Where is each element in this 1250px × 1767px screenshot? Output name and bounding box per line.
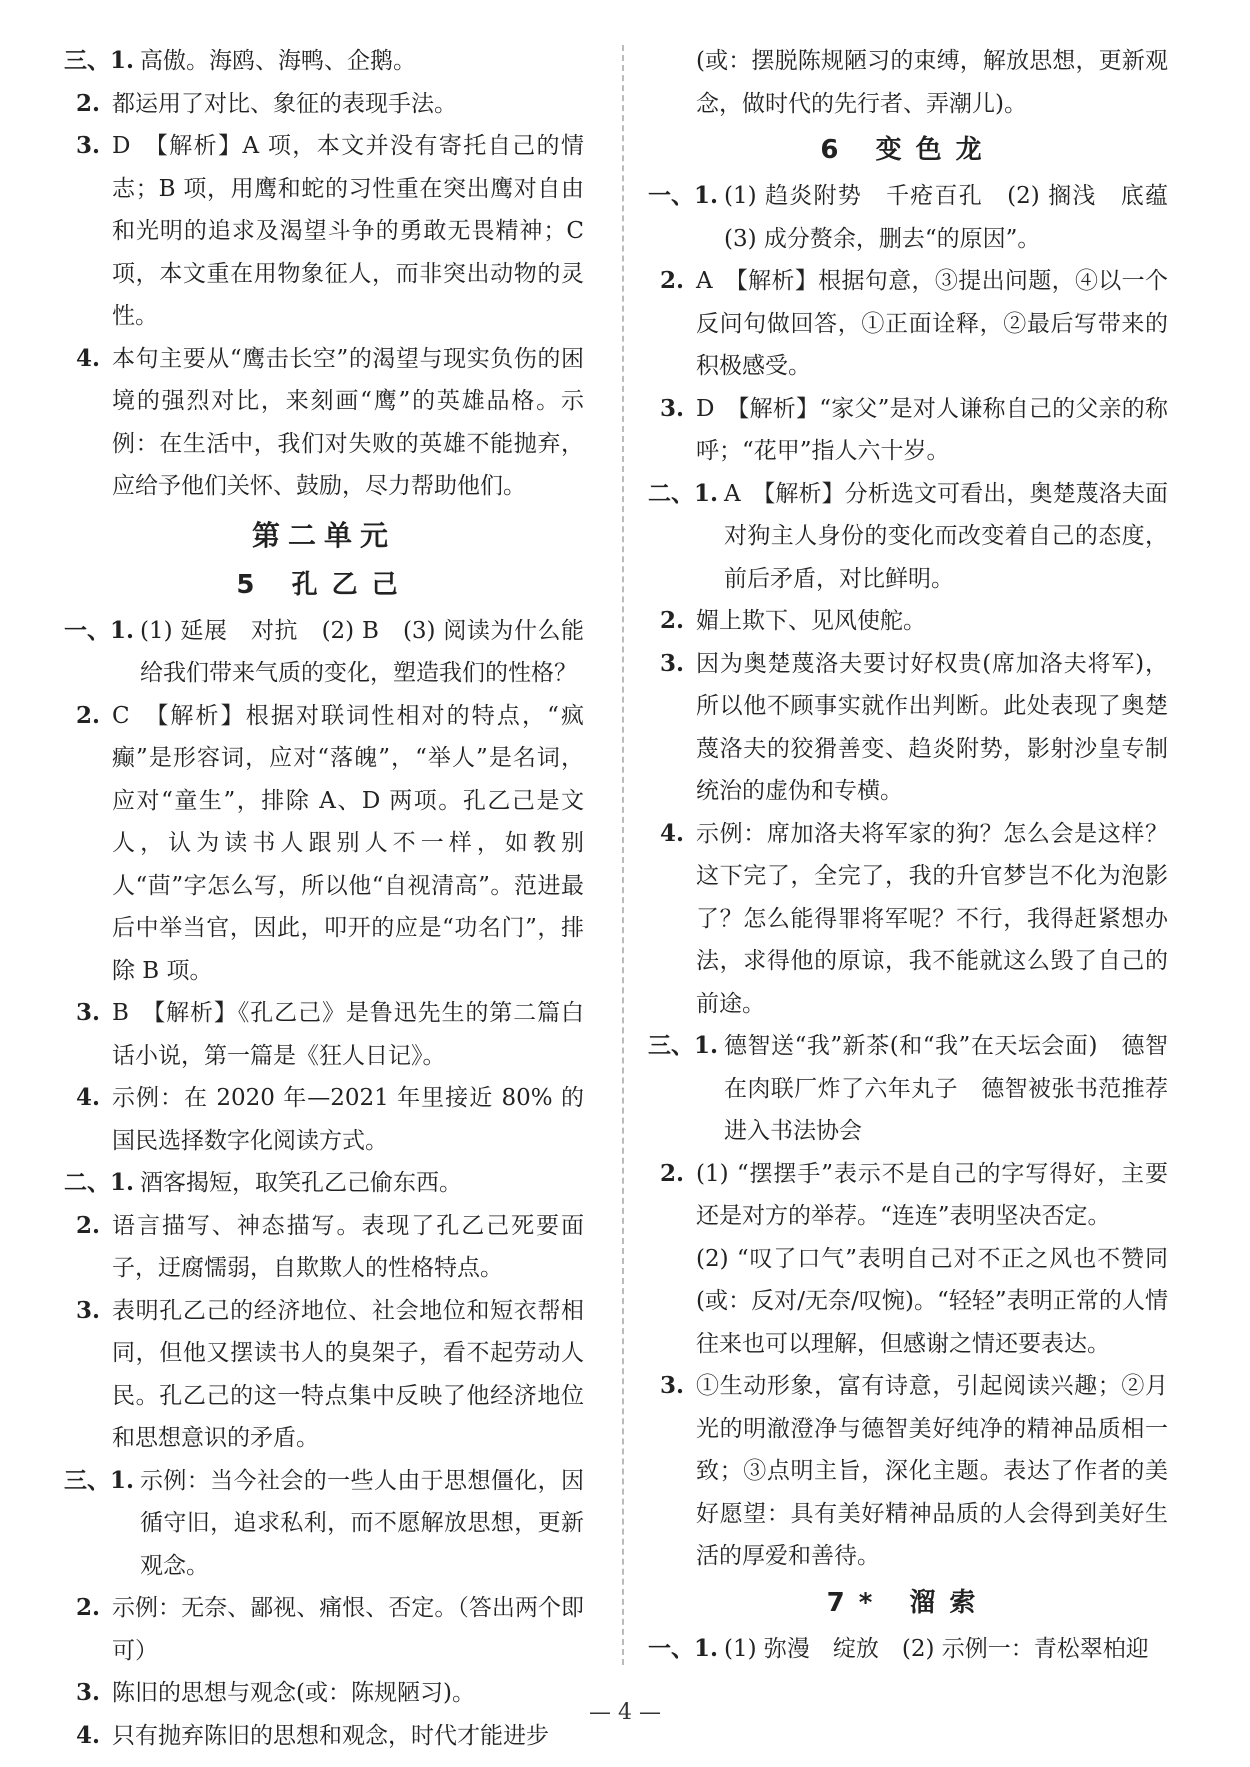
answer-text: 酒客揭短，取笑孔乙己偷东西。: [140, 1170, 462, 1196]
question-number: 4.: [76, 1721, 101, 1749]
answer-text: 表明孔乙己的经济地位、社会地位和短衣帮相同，但他又摆读书人的臭架子，看不起劳动人民。孔乙己的这一特点集中反映了他经济地位和思想意识的矛盾。: [112, 1297, 584, 1451]
question-number: 二、1.: [64, 1169, 135, 1196]
answer-item: [648, 1628, 1168, 1671]
question-number: 3.: [76, 1679, 101, 1706]
answer-item: [648, 175, 1191, 260]
answer-item: [64, 1077, 584, 1162]
answer-text: ①生动形象，富有诗意，引起阅读兴趣；②月光的明澈澄净与德智美好纯净的精神品质相一致；③点明主旨，深化主题。表达了作者的美好愿望：具有美好精神品质的人会得到美好生活的厚爱和善待。: [696, 1373, 1168, 1569]
question-number: 三、1.: [64, 1466, 135, 1494]
answer-text: D 【解析】A 项，本文并没有寄托自己的情志；B 项，用鹰和蛇的习性重在突出鹰对自由和光明的追求及渴望斗争的勇敢无畏精神；C 项，本文重在用物象征人，而非突出动物的灵性。: [112, 133, 584, 329]
column-divider: [622, 45, 624, 1665]
answer-item: [648, 1025, 1168, 1153]
question-number: 二、1.: [648, 479, 719, 507]
right-column: [648, 40, 1191, 1670]
question-number: 4.: [76, 344, 101, 372]
question-number: 3.: [76, 999, 101, 1026]
answer-item: [648, 388, 1168, 473]
answer-item: [64, 40, 584, 83]
answer-item: [64, 1205, 584, 1290]
answer-text: A 【解析】根据句意，③提出问题，④以一个反问句做回答，①正面诠释，②最后写带来的积极感受。: [696, 268, 1168, 379]
answer-text: (1) 趋炎附势 千疮百孔 (2) 搁浅 底蕴 (3) 成分赘余，删去“的原因”。: [724, 183, 1191, 252]
question-number: 2.: [660, 607, 685, 634]
answer-text: (2) “叹了口气”表明自己对不正之风也不赞同(或：反对/无奈/叹惋)。“轻轻”表明正常的人情往来也可以理解，但感谢之情还要表达。: [696, 1245, 1168, 1357]
question-number: 3.: [76, 1296, 101, 1324]
answer-item: [64, 610, 584, 695]
answer-item: [648, 1153, 1168, 1238]
question-number: 3.: [660, 394, 685, 422]
answer-item: [64, 992, 584, 1077]
question-number: 2.: [76, 1211, 101, 1239]
answer-item: [64, 338, 584, 508]
answer-text: 陈旧的思想与观念(或：陈规陋习)。: [112, 1680, 475, 1706]
answer-text: 都运用了对比、象征的表现手法。: [112, 90, 457, 117]
question-number: 4.: [660, 819, 685, 847]
lesson-heading: 7* 溜索: [826, 1587, 990, 1618]
question-number: 2.: [76, 89, 101, 117]
question-number: 2.: [76, 701, 101, 729]
answer-text: 示例：无奈、鄙视、痛恨、否定。（答出两个即可）: [112, 1595, 584, 1664]
answer-text: (1) “摆摆手”表示不是自己的字写得好，主要还是对方的举荐。“连连”表明坚决否定。: [696, 1160, 1168, 1229]
lesson-heading: 5 孔乙己: [236, 569, 412, 600]
question-number: 2.: [76, 1594, 101, 1621]
answer-text: (1) 弥漫 绽放 (2) 示例一：青松翠柏迎: [724, 1635, 1149, 1662]
question-number: 3.: [660, 649, 685, 677]
answer-text: B 【解析】《孔乙己》是鲁迅先生的第二篇白话小说，第一篇是《狂人日记》。: [112, 1000, 584, 1069]
question-number: 三、1.: [648, 1032, 719, 1059]
answer-item: [648, 643, 1168, 813]
answer-item: [64, 1290, 584, 1460]
answer-continuation: [648, 40, 1168, 125]
answer-item: [648, 600, 1168, 643]
answer-item: [64, 125, 584, 338]
answer-item: [64, 83, 584, 126]
lesson-heading: 6 变色龙: [820, 135, 996, 165]
answer-item: [64, 1587, 584, 1672]
question-number: 3.: [76, 132, 101, 159]
answer-text: (1) 延展 对抗 (2) B (3) 阅读为什么能给我们带来气质的变化，塑造我们的性格？: [140, 617, 584, 686]
question-number: 一、1.: [648, 1634, 719, 1662]
answer-item: [648, 1365, 1168, 1578]
unit-heading: 第二单元: [251, 518, 396, 552]
answer-text: D 【解析】“家父”是对人谦称自己的父亲的称呼；“花甲”指人六十岁。: [696, 395, 1168, 464]
answer-text: 德智送“我”新茶(和“我”在天坛会面) 德智在肉联厂炸了六年丸子 德智被张书范推荐进入书法协会: [724, 1033, 1168, 1144]
answer-text: 媚上欺下、见风使舵。: [696, 608, 926, 634]
answer-item: [64, 1460, 584, 1588]
question-number: 2.: [660, 267, 685, 294]
answer-text: 只有抛弃陈旧的思想和观念，时代才能进步: [112, 1722, 549, 1749]
answer-text: 本句主要从“鹰击长空”的渴望与现实负伤的困境的强烈对比，来刻画“鹰”的英雄品格。示例：在生活中，我们对失败的英雄不能抛弃，应给予他们关怀、鼓励，尽力帮助他们。: [112, 345, 584, 499]
answer-continuation: [648, 1238, 1168, 1366]
question-number: 2.: [660, 1159, 685, 1187]
question-number: 4.: [76, 1084, 101, 1111]
question-number: 一、1.: [64, 616, 135, 644]
left-column: [64, 40, 584, 1757]
question-number: 一、1.: [648, 182, 719, 209]
answer-text: C 【解析】根据对联词性相对的特点，“疯癫”是形容词，应对“落魄”，“举人”是名词，应对“童生”，排除 A、D 两项。孔乙己是文人，认为读书人跟别人不一样，如教别人“茴”字怎么写，所以他“自视清高”。范进最后中举当官，因此，叩开的应是“功名门”，排除 B 项。: [112, 702, 584, 984]
answer-text: A 【解析】分析选文可看出，奥楚蔑洛夫面对狗主人身份的变化而改变着自己的态度，前后矛盾，对比鲜明。: [724, 480, 1168, 592]
page-number: — 4 —: [589, 1700, 661, 1725]
answer-text: 高傲。海鸥、海鸭、企鹅。: [140, 48, 416, 74]
answer-text: 示例：当今社会的一些人由于思想僵化，因循守旧，追求私利，而不愿解放思想，更新观念。: [140, 1467, 584, 1579]
answer-text: 因为奥楚蔑洛夫要讨好权贵(席加洛夫将军)，所以他不顾事实就作出判断。此处表现了奥楚蔑洛夫的狡猾善变、趋炎附势，影射沙皇专制统治的虚伪和专横。: [696, 650, 1168, 804]
answer-item: [648, 260, 1168, 388]
question-number: 3.: [660, 1372, 685, 1399]
answer-text: 示例：在 2020 年—2021 年里接近 80% 的国民选择数字化阅读方式。: [112, 1085, 584, 1154]
answer-item: [64, 1162, 584, 1205]
answer-item: [648, 813, 1168, 1026]
answer-item: [64, 695, 584, 993]
answer-item: [648, 473, 1168, 601]
answer-text: 示例：席加洛夫将军家的狗？怎么会是这样？这下完了，全完了，我的升官梦岂不化为泡影了？怎么能得罪将军呢？不行，我得赶紧想办法，求得他的原谅，我不能就这么毁了自己的前途。: [696, 820, 1168, 1017]
answer-text: 语言描写、神态描写。表现了孔乙己死要面子，迂腐懦弱，自欺欺人的性格特点。: [112, 1212, 584, 1281]
answer-text: (或：摆脱陈规陋习的束缚，解放思想，更新观念，做时代的先行者、弄潮儿)。: [696, 48, 1168, 117]
question-number: 三、1.: [64, 47, 135, 74]
